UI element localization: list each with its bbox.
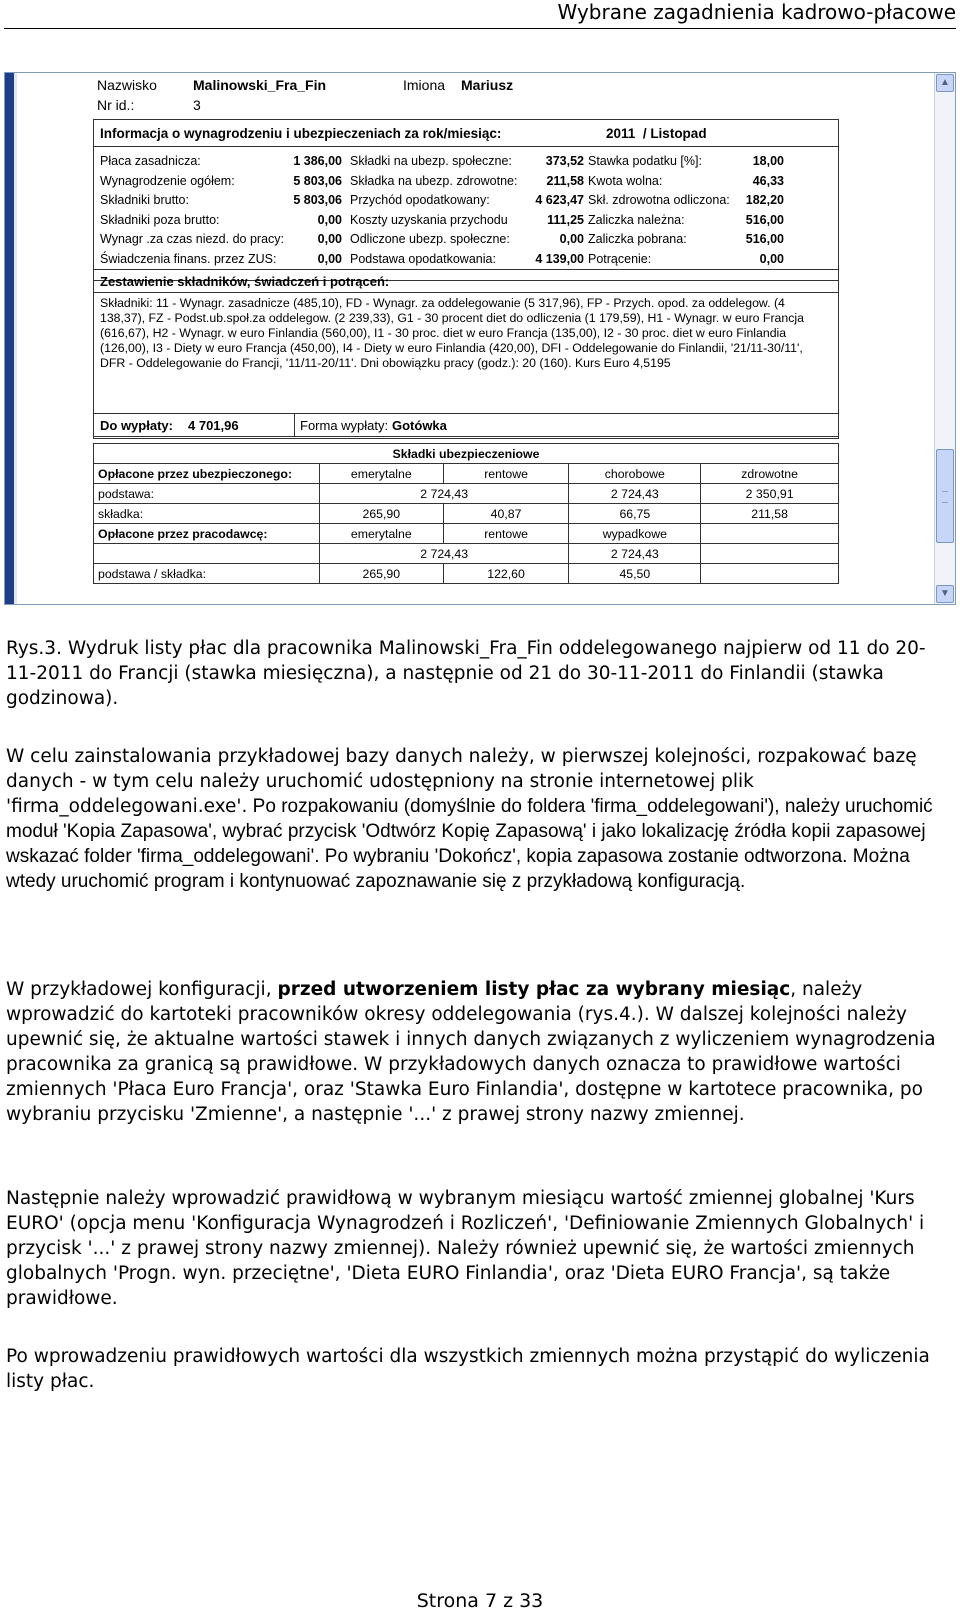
vertical-scrollbar[interactable]: [934, 73, 955, 604]
payment-amount-label: Do wypłaty:: [100, 418, 173, 433]
table-cell: 211,58: [701, 504, 839, 524]
column-header: zdrowotne: [701, 464, 839, 484]
info-value: 0,00: [317, 251, 342, 266]
chevron-up-icon: ▲: [940, 77, 950, 88]
info-value: 18,00: [752, 154, 784, 168]
row-label: składka:: [94, 504, 320, 524]
info-value: 0,00: [317, 232, 342, 246]
text-span: W celu zainstalowania przykładowej bazy danych należy, w pierwszej kolejności, rozpakować bazę danych - w tym celu należy uruchomić udostępniony na stronie internetowej plik 'firma_oddelegowani.exe'.: [6, 746, 917, 817]
table-cell: 122,60: [443, 564, 569, 584]
table-cell: [701, 544, 839, 564]
info-value: 182,20: [745, 193, 784, 207]
payment-form-value: Gotówka: [392, 418, 447, 433]
info-label: Zaliczka należna:: [588, 212, 685, 227]
info-label: Potrącenie:: [588, 251, 652, 266]
column-header: rentowe: [443, 464, 569, 484]
paragraph-install: [6, 744, 952, 894]
table-row: [94, 564, 839, 584]
info-value: 1 386,00: [293, 154, 342, 168]
employee-id-row: [97, 97, 697, 117]
table-cell: 2 724,43: [319, 484, 569, 504]
salary-info-box: [93, 119, 839, 281]
paragraph-text: [6, 977, 952, 1127]
figure-caption: [6, 636, 952, 711]
window-left-border: [5, 73, 14, 604]
paragraph-config: [6, 977, 952, 1127]
table-row: [94, 504, 839, 524]
payment-form-label: Forma wypłaty:: [300, 418, 389, 433]
window-left-border-light: [14, 73, 17, 604]
page-header-title: Wybrane zagadnienia kadrowo-płacowe: [557, 0, 956, 24]
info-label: Stawka podatku [%]:: [588, 154, 702, 168]
info-value: 4 623,47: [535, 193, 584, 207]
info-label: Kwota wolna:: [588, 173, 663, 188]
info-label: Świadczenia finans. przez ZUS:: [100, 251, 277, 266]
table-row: [94, 484, 839, 504]
info-label: Wynagrodzenie ogółem:: [100, 173, 235, 188]
payroll-report: [93, 73, 933, 604]
components-title: Zestawienie składników, świadczeń i potrąceń:: [100, 274, 390, 289]
row-label: podstawa:: [94, 484, 320, 504]
insured-label: Opłacone przez ubezpieczonego:: [94, 464, 320, 484]
info-value: 516,00: [745, 212, 784, 227]
table-cell: [94, 544, 320, 564]
paragraph-global-vars: [6, 1186, 952, 1311]
caption-text: Rys.3. Wydruk listy płac dla pracownika Malinowski_Fra_Fin oddelegowanego najpierw od 11 do 20-11-2011 do Francji (stawka miesięczna), a następnie od 21 do 30-11-2011 do Finlandii (stawka godzinowa).: [6, 638, 926, 709]
table-cell: 2 724,43: [319, 544, 569, 564]
text-span: Po rozpakowaniu (domyślnie do foldera 'firma_oddelegowani'), należy uruchomić moduł 'Kopia Zapasowa', wybrać przycisk 'Odtwórz Kopię Zapasową' i jako lokalizację źródła kopii zapasowej wskazać folder 'firma_oddelegowani'. Po wybraniu 'Dokończ', kopia zapasowa zostanie odtworzona. Można wtedy uruchomić program i kontynuować zapoznawanie się z przykładową konfiguracją.: [6, 796, 933, 892]
info-value: 0,00: [559, 232, 584, 246]
id-label: Nr id.:: [97, 97, 135, 113]
info-value: 46,33: [752, 173, 784, 188]
scroll-thumb[interactable]: [936, 449, 954, 543]
table-row: [94, 444, 839, 464]
paragraph-text: Następnie należy wprowadzić prawidłową w wybranym miesiącu wartość zmiennej globalnej 'Kurs EURO' (opcja menu 'Konfiguracja Wynagrodzeń i Rozliczeń', 'Definiowanie Zmiennych Globalnych' i przycisk '...' z prawej strony nazwy zmiennej). Należy również upewnić się, że wartości zmiennych globalnych 'Progn. wyn. przeciętne', 'Dieta EURO Finlandia', oraz 'Dieta EURO Francja', są także prawidłowe.: [6, 1188, 925, 1309]
firstname-label: Imiona: [403, 77, 446, 93]
chevron-down-icon: ▼: [940, 588, 950, 599]
table-cell: 2 350,91: [701, 484, 839, 504]
column-header: rentowe: [443, 524, 569, 544]
info-label: Odliczone ubezp. społeczne:: [350, 232, 510, 246]
info-value: 373,52: [545, 154, 584, 168]
page-footer: Strona 7 z 33: [416, 1590, 544, 1612]
info-label: Zaliczka pobrana:: [588, 232, 687, 246]
payroll-screenshot: [4, 72, 956, 605]
period-year: 2011: [606, 126, 636, 141]
period-month: / Listopad: [642, 126, 707, 141]
info-label: Składniki poza brutto:: [100, 212, 220, 227]
table-cell: 66,75: [569, 504, 701, 524]
grip-icon: [942, 491, 948, 503]
table-cell: 265,90: [319, 564, 443, 584]
scroll-down-button[interactable]: [936, 585, 954, 603]
info-value: 0,00: [317, 212, 342, 227]
row-label: podstawa / składka:: [94, 564, 320, 584]
info-label: Przychód opodatkowany:: [350, 193, 490, 207]
table-cell: 2 724,43: [569, 544, 701, 564]
firstname-value: Mariusz: [461, 77, 514, 93]
payment-box: [93, 413, 839, 437]
text-span: W przykładowej konfiguracji,: [6, 979, 278, 1000]
employee-name-row: [97, 77, 697, 97]
info-label: Składniki brutto:: [100, 193, 189, 207]
page-header: [4, 0, 956, 29]
payment-amount-value: 4 701,96: [188, 418, 239, 433]
table-row: [94, 544, 839, 564]
table-cell: [701, 564, 839, 584]
paragraph-text: [6, 744, 952, 894]
info-label: Składki na ubezp. społeczne:: [350, 154, 512, 168]
table-cell: 265,90: [319, 504, 443, 524]
divider: [94, 146, 838, 147]
insurance-title: Składki ubezpieczeniowe: [94, 444, 839, 464]
info-value: 5 803,06: [293, 173, 342, 188]
scroll-up-button[interactable]: [936, 74, 954, 92]
divider: [294, 414, 295, 436]
column-header: emerytalne: [319, 524, 443, 544]
info-value: 4 139,00: [535, 251, 584, 266]
employer-label: Opłacone przez pracodawcę:: [94, 524, 320, 544]
column-header: emerytalne: [319, 464, 443, 484]
info-label: Koszty uzyskania przychodu: [350, 212, 508, 227]
table-row: [94, 464, 839, 484]
info-value: 5 803,06: [293, 193, 342, 207]
insurance-table: [93, 443, 839, 584]
column-header: chorobowe: [569, 464, 701, 484]
table-cell: 40,87: [443, 504, 569, 524]
info-value: 211,58: [546, 173, 584, 188]
info-value: 111,25: [547, 212, 584, 227]
emphasis-text: przed utworzeniem listy płac za wybrany miesiąc: [277, 979, 791, 1000]
table-cell: [701, 524, 839, 544]
info-label: Podstawa opodatkowania:: [350, 251, 496, 266]
info-value: 0,00: [759, 251, 784, 266]
components-text: Składniki: 11 - Wynagr. zasadnicze (485,10), FD - Wynagr. za oddelegowanie (5 317,96), FP - Przych. opod. za oddelegow. (4 138,37), FZ - Podst.ub.społ.za oddelegow. (2 239,33), G1 - 30 procent diet do odliczenia (1 179,59), H1 - Wynagr. w euro Francja (616,67), H2 - Wynagr. w euro Finlandia (560,00), I1 - 30 proc. diet w euro Francja (135,00), I2 - 30 proc. diet w euro Finlandia (126,00), I3 - Diety w euro Francja (450,00), I4 - Diety w euro Finlandia (420,00), DFI - Oddelegowanie do Finlandii, '21/11-30/11', DFR - Oddelegowanie do Francji, '11/11-20/11'. Dni obowiązku pracy (godz.): 20 (160). Kurs Euro 4,5195: [100, 296, 804, 370]
info-label: Skł. zdrowotna odliczona:: [588, 193, 730, 207]
divider: [94, 292, 838, 293]
info-label: Płaca zasadnicza:: [100, 154, 201, 168]
paragraph-final: [6, 1344, 952, 1394]
surname-value: Malinowski_Fra_Fin: [193, 77, 327, 93]
table-row: [94, 524, 839, 544]
info-label: Wynagr .za czas niezd. do pracy:: [100, 232, 284, 246]
id-value: 3: [193, 97, 201, 113]
salary-info-title: Informacja o wynagrodzeniu i ubezpieczeniach za rok/miesiąc:: [100, 126, 502, 141]
salary-info-period: [606, 126, 707, 141]
info-value: 516,00: [745, 232, 784, 246]
table-cell: 2 724,43: [569, 484, 701, 504]
paragraph-text: Po wprowadzeniu prawidłowych wartości dla wszystkich zmiennych można przystąpić do wyliczenia listy płac.: [6, 1346, 930, 1392]
surname-label: Nazwisko: [97, 77, 157, 93]
column-header: wypadkowe: [569, 524, 701, 544]
info-label: Składka na ubezp. zdrowotne:: [350, 173, 518, 188]
table-cell: 45,50: [569, 564, 701, 584]
text-span: , należy wprowadzić do kartoteki pracowników okresy oddelegowania (rys.4.). W dalszej kolejności należy upewnić się, że aktualne wartości stawek i innych danych związanych z wyliczeniem wynagrodzenia pracownika za granicą są prawidłowe. W przykładowych danych oznacza to prawidłowe wartości zmiennych 'Płaca Euro Francja', oraz 'Stawka Euro Finlandia', dostępne w kartotece pracownika, po wybraniu przycisku 'Zmienne', a następnie '...' z prawej strony nazwy zmiennej.: [6, 979, 936, 1125]
